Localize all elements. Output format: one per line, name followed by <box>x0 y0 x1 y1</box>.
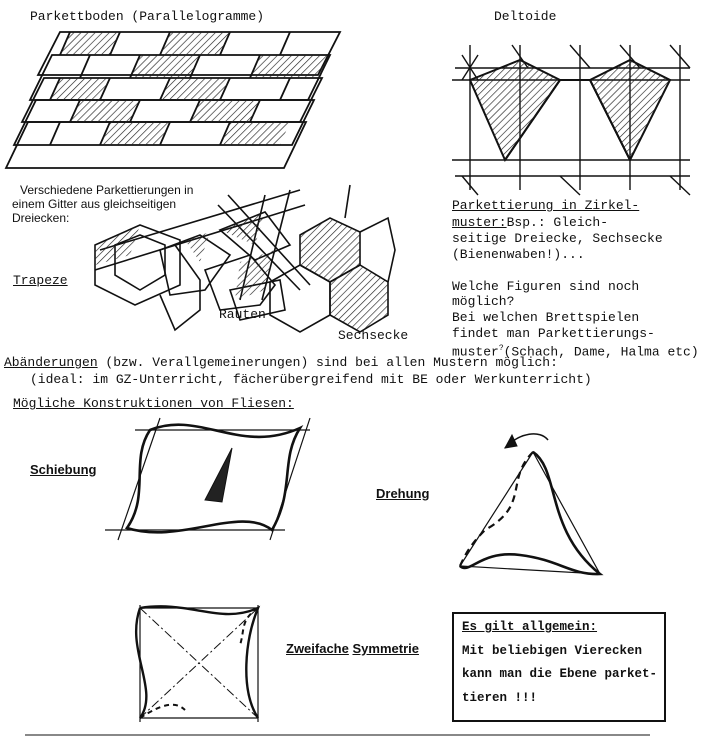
question-1: Welche Figuren sind noch <box>452 279 640 294</box>
label-symmetrie: Symmetrie <box>352 641 419 656</box>
symmetrie-figure <box>136 605 258 722</box>
title-deltoide: Deltoide <box>494 9 557 24</box>
grid-caption-1: Verschiedene Parkettierungen in <box>20 183 194 197</box>
question-5-b: (Schach, Dame, Halma etc) <box>503 344 699 360</box>
box-line-4: tieren !!! <box>462 691 538 705</box>
box-line-1: Es gilt allgemein: <box>462 620 598 634</box>
title-parkettboden: Parkettboden (Parallelogramme) <box>30 9 265 24</box>
label-schiebung: Schiebung <box>30 462 97 477</box>
box-line-3: kann man die Ebene parket- <box>462 667 658 681</box>
question-5-sup: ? <box>498 344 504 353</box>
zirkel-line-1: Parkettierung in Zirkel- <box>452 198 640 213</box>
schiebung-figure <box>105 418 310 540</box>
zirkel-line-4: (Bienenwaben!)... <box>452 247 585 262</box>
label-zweifache: Zweifache <box>286 641 349 656</box>
grid-caption-2: einem Gitter aus gleichseitigen <box>12 197 177 211</box>
zirkel-line-3: seitige Dreiecke, Sechsecke <box>452 231 663 246</box>
question-2: möglich? <box>452 294 515 309</box>
zirkel-line-2 <box>452 215 608 230</box>
drehung-figure <box>460 434 600 574</box>
question-4: findet man Parkettierungs- <box>452 326 655 341</box>
aenderungen-line-2: (ideal: im GZ-Unterricht, fächerübergreifend mit BE oder Werkunterricht) <box>30 372 592 387</box>
aenderungen-line-1 <box>4 355 558 370</box>
label-rauten: Rauten <box>219 307 266 322</box>
grid-caption-3: Dreiecken: <box>12 211 70 225</box>
label-sechsecke: Sechsecke <box>338 328 409 343</box>
conclusion-box <box>452 612 666 722</box>
aenderungen-rest: (bzw. Verallgemeinerungen) sind bei allen Mustern möglich: <box>97 355 558 370</box>
label-trapeze: Trapeze <box>13 273 68 288</box>
zirkel-bsp: Bsp.: Gleich- <box>506 215 609 230</box>
zirkel-muster: muster: <box>452 215 507 230</box>
question-5-a: muster <box>452 344 499 360</box>
aenderungen-head: Abänderungen <box>4 355 98 370</box>
box-line-2: Mit beliebigen Vierecken <box>462 644 643 658</box>
label-drehung: Drehung <box>376 486 430 501</box>
label-zweifache-symmetrie <box>286 641 419 656</box>
konstruktionen-heading: Mögliche Konstruktionen von Fliesen: <box>13 396 294 411</box>
question-3: Bei welchen Brettspielen <box>452 310 640 325</box>
